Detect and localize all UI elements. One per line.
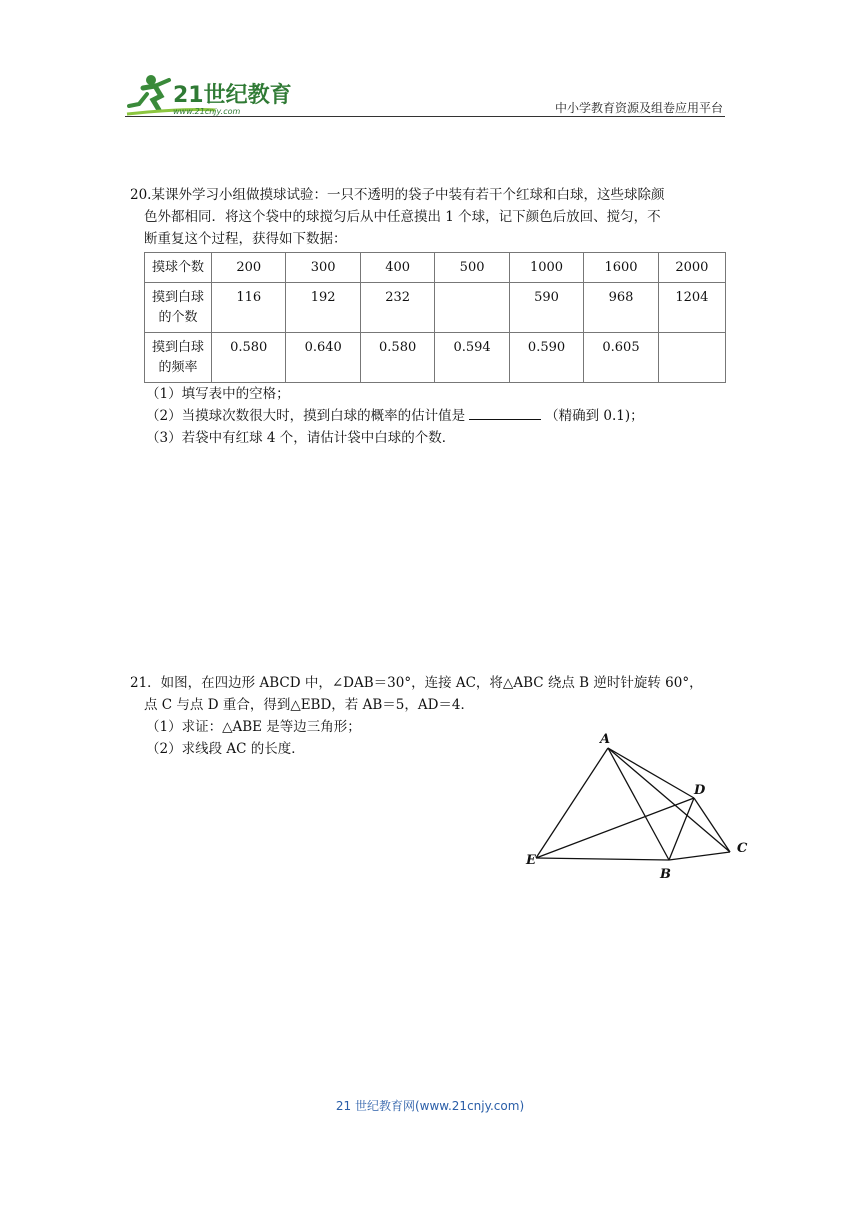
q21-stem-line-2: 点 C 与点 D 重合，得到△EBD，若 AB＝5，AD＝4． (144, 697, 475, 713)
table-cell: 0.590 (509, 333, 583, 383)
row-header (145, 283, 212, 333)
table-cell: 2000 (658, 253, 725, 283)
table-cell-blank[interactable] (658, 333, 725, 383)
segment-BD (669, 798, 694, 860)
question-20 (130, 184, 730, 449)
q20-stem-line-2: 色外都相同．将这个袋中的球搅匀后从中任意摸出 1 个球，记下颜色后放回、搅匀，不 (144, 209, 661, 225)
q20-sub-2-text: （2）当摸球次数很大时，摸到白球的概率的估计值是 (146, 408, 466, 424)
table-cell-blank[interactable] (435, 283, 509, 333)
table-cell: 0.640 (286, 333, 360, 383)
label-B: B (660, 867, 671, 882)
q21-stem-line-1: 21．如图，在四边形 ABCD 中，∠DAB＝30°，连接 AC，将△ABC 绕点 B 逆时针旋转 60°， (130, 675, 703, 691)
segment-DC (694, 798, 730, 852)
row-header-line-2: 的频率 (158, 360, 198, 375)
q20-sub-1: （1）填写表中的空格； (146, 386, 290, 402)
segment-ED (536, 798, 694, 858)
segment-AC (608, 748, 730, 852)
segment-AB (608, 748, 669, 860)
table-row (145, 253, 726, 283)
segment-AE (536, 748, 608, 858)
logo-21cnjy (125, 70, 315, 118)
answer-blank[interactable] (469, 405, 541, 420)
q20-sub-2 (130, 405, 730, 427)
table-cell: 968 (584, 283, 658, 333)
row-header-line-1: 摸到白球 (151, 340, 204, 355)
label-A: A (600, 732, 611, 747)
page-header (125, 62, 725, 120)
table-row (145, 333, 726, 383)
table-cell: 0.580 (360, 333, 434, 383)
header-slogan: 中小学教育资源及组卷应用平台 (554, 101, 723, 115)
row-header (145, 333, 212, 383)
table-cell: 1000 (509, 253, 583, 283)
logo-main-text: 21世纪教育 (173, 83, 292, 108)
table-cell: 400 (360, 253, 434, 283)
table-cell: 0.605 (584, 333, 658, 383)
row-header-line-1: 摸到白球 (151, 290, 204, 305)
q20-sub-3: （3）若袋中有红球 4 个，请估计袋中白球的个数． (146, 430, 456, 446)
table-row (145, 283, 726, 333)
page-footer: 21 世纪教育网(www.21cnjy.com) (335, 1099, 525, 1113)
table-cell: 300 (286, 253, 360, 283)
q21-sub-1: （1）求证：△ABE 是等边三角形； (146, 719, 361, 735)
label-C: C (737, 841, 748, 856)
table-cell: 1600 (584, 253, 658, 283)
q20-stem-line-1: 20.某课外学习小组做摸球试验：一只不透明的袋子中装有若干个红球和白球，这些球除颜 (130, 187, 665, 203)
header-divider (125, 116, 725, 117)
q21-sub-2: （2）求线段 AC 的长度． (146, 741, 305, 757)
table-cell: 590 (509, 283, 583, 333)
table-cell: 0.594 (435, 333, 509, 383)
label-E: E (526, 853, 536, 868)
quadrilateral-figure (520, 726, 760, 886)
label-D: D (694, 783, 706, 798)
table-cell: 500 (435, 253, 509, 283)
row-header: 摸球个数 (145, 253, 212, 283)
row-header-line-2: 的个数 (158, 310, 198, 325)
q20-sub-2-note: （精确到 0.1)； (545, 408, 644, 424)
table-cell: 232 (360, 283, 434, 333)
table-cell: 1204 (658, 283, 725, 333)
segment-EB (536, 858, 669, 860)
table-cell: 116 (212, 283, 286, 333)
q20-stem-line-3: 断重复这个过程，获得如下数据： (144, 231, 347, 247)
q20-data-table (144, 252, 726, 383)
segment-BC (669, 852, 730, 860)
table-cell: 200 (212, 253, 286, 283)
table-cell: 0.580 (212, 333, 286, 383)
table-cell: 192 (286, 283, 360, 333)
logo-url-text: www.21cnjy.com (173, 107, 241, 116)
